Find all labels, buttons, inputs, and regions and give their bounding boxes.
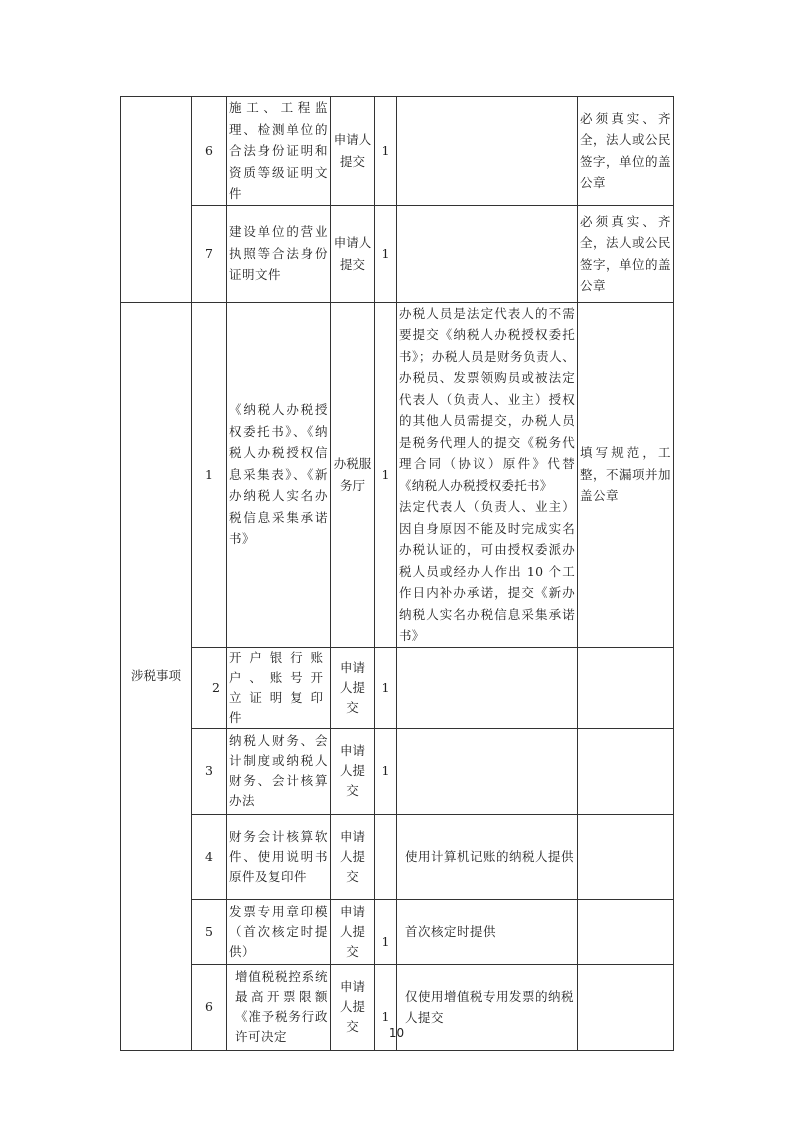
material-source: 办税服务厅: [331, 302, 375, 647]
table-row: [121, 814, 674, 899]
material-note: 仅使用增值税专用发票的纳税人提交: [397, 964, 578, 1050]
row-number: 3: [192, 728, 227, 814]
material-note: [397, 728, 578, 814]
table-row: [121, 728, 674, 814]
material-source: 申请人提交: [331, 97, 375, 206]
material-requirement: 必须真实、齐全，法人或公民签字，单位的盖公章: [578, 205, 674, 302]
table-row: [121, 97, 674, 206]
materials-table: [120, 96, 674, 1051]
page-number: 10: [388, 1026, 405, 1040]
material-name: 开户银行账户、账号开立证明复印件: [227, 647, 331, 728]
category-cell-tax: 涉税事项: [121, 302, 192, 1050]
material-name: 建设单位的营业执照等合法身份证明文件: [227, 205, 331, 302]
material-name: 财务会计核算软件、使用说明书原件及复印件: [227, 814, 331, 899]
material-note: [397, 205, 578, 302]
material-count: 1: [375, 205, 397, 302]
material-note: [397, 97, 578, 206]
material-note: 首次核定时提供: [397, 899, 578, 964]
material-source: 申请人提交: [331, 964, 375, 1050]
material-source: 申请人提交: [331, 814, 375, 899]
material-count: 1: [375, 964, 397, 1050]
category-cell-empty: [121, 97, 192, 303]
material-requirement: [578, 647, 674, 728]
table-row: [121, 302, 674, 647]
material-count: [375, 814, 397, 899]
material-source: 申请人提交: [331, 647, 375, 728]
note-paragraph: 法定代表人（负责人、业主）因自身原因不能及时完成实名办税认证的，可由授权委派办税人员或经办人作出 10 个工作日内补办承诺，提交《新办纳税人实名办税信息采集承诺书》: [399, 499, 575, 643]
table-row: [121, 647, 674, 728]
row-number: 5: [192, 899, 227, 964]
material-source: 申请人提交: [331, 728, 375, 814]
material-note: [397, 647, 578, 728]
material-requirement: 必须真实、齐全，法人或公民签字，单位的盖公章: [578, 97, 674, 206]
row-number: 6: [192, 97, 227, 206]
material-name: 纳税人财务、会计制度或纳税人财务、会计核算办法: [227, 728, 331, 814]
row-number: 4: [192, 814, 227, 899]
row-number: 7: [192, 205, 227, 302]
material-requirement: [578, 899, 674, 964]
table-row: [121, 205, 674, 302]
material-count: 1: [375, 899, 397, 964]
material-source: 申请人提交: [331, 899, 375, 964]
material-source: 申请人提交: [331, 205, 375, 302]
row-number: 6: [192, 964, 227, 1050]
material-name: 《纳税人办税授权委托书》、《纳税人办税授权信息采集表》、《新办纳税人实名办税信息采集承诺书》: [227, 302, 331, 647]
material-count: 1: [375, 647, 397, 728]
material-note: [397, 302, 578, 647]
row-number: 2: [192, 647, 227, 728]
material-count: 1: [375, 97, 397, 206]
material-count: 1: [375, 302, 397, 647]
row-number: 1: [192, 302, 227, 647]
material-name: 发票专用章印模（首次核定时提供）: [227, 899, 331, 964]
table-row: [121, 899, 674, 964]
material-requirement: [578, 728, 674, 814]
material-requirement: 填写规范，工整，不漏项并加盖公章: [578, 302, 674, 647]
material-name: 施工、工程监理、检测单位的合法身份证明和资质等级证明文件: [227, 97, 331, 206]
material-requirement: [578, 814, 674, 899]
material-name: 增值税税控系统最高开票限额《准予税务行政许可决定: [227, 964, 331, 1050]
note-paragraph: 办税人员是法定代表人的不需要提交《纳税人办税授权委托书》；办税人员是财务负责人、办税员、发票领购员或被法定代表人（负责人、业主）授权的其他人员需提交，办税人员是税务代理人的提交《税务代理合同（协议）原件》代替《纳税人办税授权委托书》: [399, 305, 575, 493]
material-note: 使用计算机记账的纳税人提供: [397, 814, 578, 899]
material-count: 1: [375, 728, 397, 814]
